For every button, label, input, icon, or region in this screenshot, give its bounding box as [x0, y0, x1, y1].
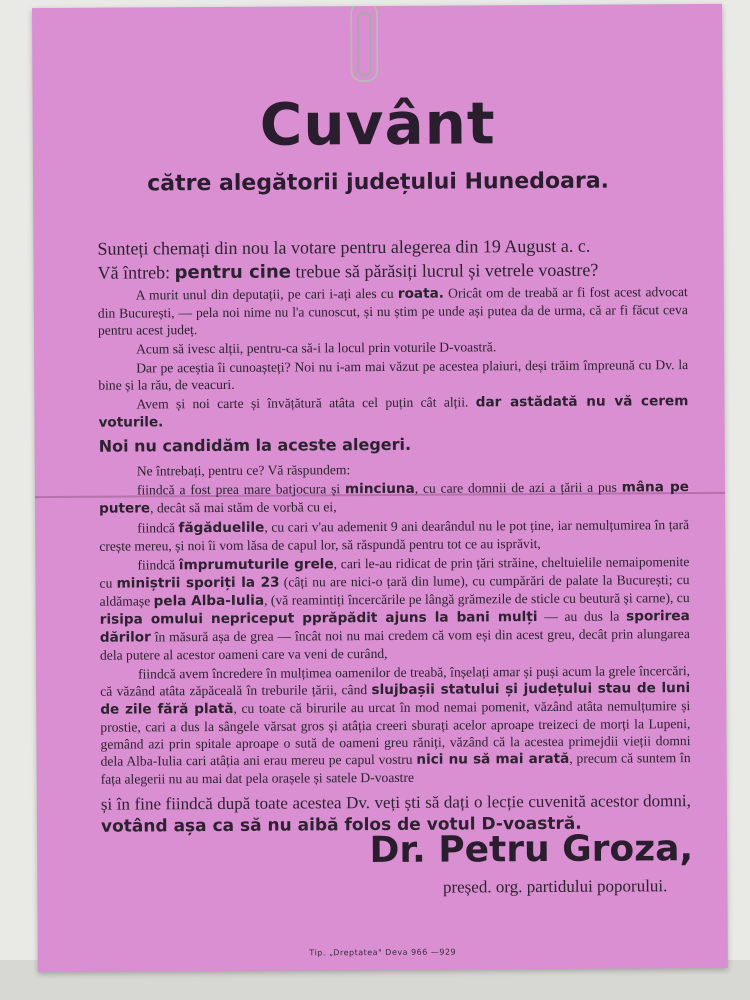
bold-span: slujbașii statului și județului stau de luni de zile fără plată: [100, 680, 691, 718]
text-span: Avem și noi carte și învățătură atâta cel puțin cât alții.: [136, 394, 476, 412]
paragraph: [99, 516, 689, 555]
bold-span: miniștrii sporiți la 23: [116, 574, 280, 592]
bold-span: pela Alba-Iulia: [153, 592, 265, 610]
text-span: , cu care domnii de azi a țării a pus: [414, 479, 622, 496]
text-span: , (vă reamintiți încercările pe lângă grămezile de sticle cu beutură și carne), cu: [264, 590, 690, 608]
bold-span: roata.: [397, 285, 444, 302]
text-span: , decât să mai stăm de vorbă cu ei,: [150, 499, 337, 516]
text-span: în măsură așa de grea — încât noi nu mai credem că vom eși din acest greu, decât prin alungarea dela putere al acestor oameni care va veni de curând,: [99, 626, 690, 663]
body-text: [97, 234, 691, 840]
bold-span: votând așa ca să nu aibă folos de votul D-voastră.: [100, 813, 582, 837]
text-span: , cu cari v'au ademenit 9 ani dearândul nu le pot ține, iar nemulțumirea în țară crește mereu, și noi îi vom lăsa de capul lor, să răspundă pentru tot ce au isprăvit,: [99, 517, 690, 554]
leaflet: [32, 4, 728, 972]
bold-span: nici nu să mai arată: [416, 750, 570, 768]
text-span: fiindcă a fost prea mare batjocura și: [136, 481, 346, 498]
text-span: și în fine fiindcă după toate acestea Dv. veți ști să dați o lecție cuvenită acestor domni,: [100, 791, 691, 814]
bold-span: pentru cine: [174, 261, 292, 284]
bold-span: împrumuturile grele: [178, 556, 334, 574]
signature-name: Dr. Petru Groza,: [369, 828, 694, 872]
bold-span: minciuna: [344, 480, 415, 498]
paragraph: [99, 553, 690, 664]
text-span: Oricât om de treabă ar fi fost acest advocat din București, — pela noi nime nu l'a cunoscut, și nu știm pe unde ași putea da de urma, că ar fi făcut ceva pentru acest județ.: [97, 284, 688, 338]
text-span: A murit unul din deputații, pe cari i-ați ales cu: [135, 285, 398, 303]
paragraph: Acum să ivesc alții, pentru-ca să-i la locul prin voturile D-voastră.: [136, 339, 497, 357]
text-span: fiindcă avem încredere în mulțimea oamenilor de treabă, înșelați amar și puși acum la grele încercări, că văzând atâta zăpăceală în treburile țării, când: [100, 663, 691, 699]
signature-role: președ. org. partidului poporului.: [442, 876, 668, 897]
text-span: trebue să părăsiți lucrul și vetrele voastre?: [290, 259, 599, 282]
intro-line: Sunteți chemați din nou la votare pentru alegerea din 19 August a. c.: [97, 235, 591, 259]
page-subtitle: către alegătorii județului Hunedoara.: [147, 168, 610, 197]
text-span: fiindcă: [137, 557, 179, 573]
text-span: , precum că suntem în fața alegerii nu au mai dat pela orașele și satele D-voastre: [100, 750, 691, 787]
paragraph: [100, 662, 691, 788]
paragraph: [98, 392, 688, 432]
paragraph: Ne întrebați, pentru ce? Vă răspundem:: [136, 462, 351, 479]
bold-span: dar astădată nu vă cerem voturile.: [98, 393, 689, 431]
paragraph: [98, 283, 688, 339]
bold-span: făgăduelile: [178, 519, 265, 537]
paperclip-icon: [350, 4, 378, 82]
printer-imprint: Tip. „Dreptatea" Deva 966 —929: [309, 947, 457, 958]
section-heading: Noi nu candidăm la aceste alegeri.: [98, 434, 412, 456]
text-span: , cari le-au ridicat de prin țări străine, cheltuielile nemaipomenite cu: [99, 554, 690, 591]
text-span: , cu toate că birurile au urcat în mod nemai pomenit, văzând atâta nemulțumire și prostie, cari a dus la sângele vărsat gros și atâția creeri sburați acelor aproape treizeci de morți la Lupeni, gemând azi prin spitale aproape o sută de oameni greu răniți, văzând că la acestea primejdii vieții domni dela Alba-Iulia cari atâția ani erau mereu pe capul vostru: [100, 698, 691, 769]
text-span: — au dus la: [537, 608, 627, 625]
paragraph: Dar pe aceștia îi cunoașteți? Noi nu i-am mai văzut pe acestea plaiuri, deși trăim împreună cu Dv. la bine și la rău, de veacuri.: [98, 357, 689, 393]
page-title: Cuvânt: [259, 89, 496, 159]
text-span: Vă întreb:: [97, 262, 175, 283]
paragraph: [99, 478, 689, 518]
text-span: fiindcă: [137, 520, 179, 536]
intro-question: [98, 258, 688, 285]
bold-span: risipa omului nepriceput pprăpădit ajuns la bani mulți: [99, 609, 538, 628]
bold-span: mâna pe putere: [99, 479, 690, 517]
bold-span: sporirea dărilor: [99, 608, 690, 646]
text-span: (câți nu are nici-o țară din lume), cu cumpărări de palate la București; cu aldămașe: [99, 572, 690, 609]
